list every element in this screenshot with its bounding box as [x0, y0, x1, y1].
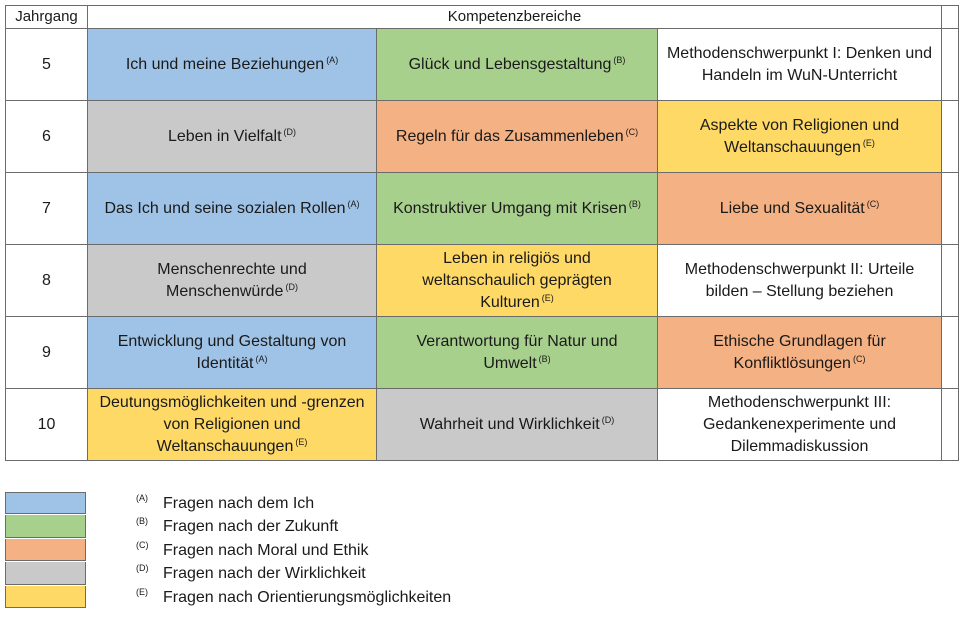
legend-label: Fragen nach der Wirklichkeit — [163, 565, 366, 583]
area-code: (E) — [541, 292, 554, 303]
year-cell: 6 — [6, 101, 88, 173]
areas-column-header: Kompetenzbereiche — [88, 6, 942, 29]
topic-cell — [377, 389, 658, 461]
topic-cell — [658, 317, 942, 389]
topic-text: Das Ich und seine sozialen Rollen — [104, 199, 346, 217]
year-cell: 10 — [6, 389, 88, 461]
table-row — [6, 317, 959, 389]
legend-code: (E) — [136, 586, 148, 597]
area-code: (A) — [326, 54, 339, 65]
legend-swatch — [5, 492, 86, 514]
table-row — [6, 29, 959, 101]
empty-cell — [942, 245, 959, 317]
topic-text: Deutungsmöglichkeiten und -grenzen von Religionen und Weltanschauungen — [99, 393, 365, 455]
legend-label: Fragen nach Moral und Ethik — [163, 541, 369, 559]
legend-code: (B) — [136, 516, 148, 527]
area-code: (E) — [862, 137, 875, 148]
area-code: (D) — [285, 281, 298, 292]
area-code: (E) — [295, 436, 308, 447]
year-cell: 9 — [6, 317, 88, 389]
topic-cell — [88, 29, 377, 101]
topic-cell — [88, 317, 377, 389]
area-code: (C) — [625, 126, 639, 137]
area-code: (B) — [613, 54, 626, 65]
topic-cell — [88, 101, 377, 173]
topic-cell — [88, 389, 377, 461]
topic-text: Methodenschwerpunkt I: Denken und Handeln im WuN-Unterricht — [666, 44, 933, 84]
legend-label: Fragen nach dem Ich — [163, 495, 315, 512]
topic-cell — [377, 317, 658, 389]
topic-text: Methodenschwerpunkt III: Gedankenexperimente und Dilemmadiskussion — [702, 393, 897, 455]
table-row — [6, 101, 959, 173]
empty-cell — [942, 173, 959, 245]
area-code: (A) — [255, 353, 268, 364]
empty-header-cell — [942, 6, 959, 29]
topic-text: Menschenrechte und Menschenwürde — [157, 260, 307, 300]
topic-cell — [88, 173, 377, 245]
method-cell — [658, 29, 942, 101]
area-code: (C) — [852, 353, 866, 364]
curriculum-table — [5, 5, 959, 461]
topic-text: Regeln für das Zusammenleben — [395, 127, 624, 145]
area-code: (D) — [283, 126, 297, 137]
topic-cell — [658, 101, 942, 173]
topic-text: Methodenschwerpunkt II: Urteile bilden – Stellung beziehen — [684, 260, 915, 300]
topic-cell — [377, 245, 658, 317]
legend-swatch — [5, 562, 86, 584]
topic-text: Glück und Lebensgestaltung — [408, 55, 612, 73]
legend-code: (C) — [136, 539, 149, 550]
topic-cell — [377, 173, 658, 245]
year-cell: 5 — [6, 29, 88, 101]
topic-text: Entwicklung und Gestaltung von Identität — [117, 332, 347, 372]
area-code: (B) — [538, 353, 551, 364]
area-code: (D) — [601, 414, 615, 425]
table-row — [6, 173, 959, 245]
area-code: (B) — [628, 198, 641, 209]
legend-swatch — [5, 515, 86, 537]
topic-text: Leben in Vielfalt — [167, 127, 282, 145]
topic-text: Ich und meine Beziehungen — [125, 55, 325, 73]
legend-swatch — [5, 586, 86, 608]
method-cell — [658, 389, 942, 461]
topic-text: Konstruktiver Umgang mit Krisen — [393, 199, 627, 217]
topic-text: Leben in religiös und weltanschaulich geprägten Kulturen — [422, 249, 612, 311]
topic-text: Verantwortung für Natur und Umwelt — [416, 332, 618, 372]
empty-cell — [942, 317, 959, 389]
legend-label: Fragen nach der Zukunft — [163, 518, 339, 536]
table-row — [6, 245, 959, 317]
topic-cell — [377, 29, 658, 101]
legend-label: Fragen nach Orientierungsmöglichkeiten — [163, 588, 452, 606]
topic-text: Liebe und Sexualität — [719, 199, 865, 217]
table-row — [6, 389, 959, 461]
empty-cell — [942, 101, 959, 173]
topic-cell — [88, 245, 377, 317]
area-code: (A) — [347, 198, 360, 209]
empty-cell — [942, 389, 959, 461]
topic-cell — [658, 173, 942, 245]
legend-swatch — [5, 539, 86, 561]
legend-code: (D) — [136, 563, 149, 574]
year-column-header: Jahrgang — [6, 6, 88, 29]
topic-text: Wahrheit und Wirklichkeit — [419, 415, 600, 433]
area-code: (C) — [866, 198, 880, 209]
topic-cell — [377, 101, 658, 173]
method-cell — [658, 245, 942, 317]
table-header-row — [6, 6, 959, 29]
empty-cell — [942, 29, 959, 101]
year-cell: 8 — [6, 245, 88, 317]
topic-text: Aspekte von Religionen und Weltanschauungen — [699, 116, 900, 156]
year-cell: 7 — [6, 173, 88, 245]
legend-code: (A) — [136, 493, 148, 503]
topic-text: Ethische Grundlagen für Konfliktlösungen — [713, 332, 886, 372]
